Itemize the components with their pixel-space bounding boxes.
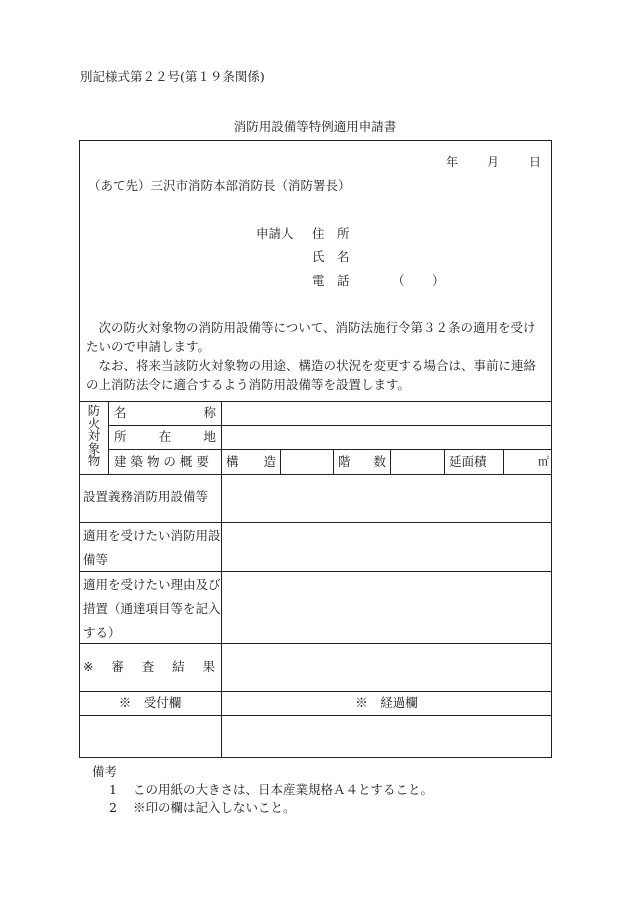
apply-equipment-label: 適用を受けたい消防用設備等 [83, 528, 221, 567]
applicant-phone-label: 電 話 [312, 273, 350, 288]
note-1-number: 1 [109, 782, 117, 797]
request-paragraph: 次の防火対象物の消防用設備等について、消防法施行令第３２条の適用を受けたいので申請します。 [86, 320, 536, 354]
floor-area-label: 延面積 [449, 454, 487, 469]
floors-label: 階 数 [338, 454, 386, 469]
date-year: 年 [446, 155, 459, 169]
applicant-label: 申請人 [256, 226, 294, 241]
document-title: 消防用設備等特例適用申請書 [233, 119, 397, 134]
rule-floors-label [333, 449, 334, 474]
rule-building-row [79, 474, 552, 475]
date-month: 月 [487, 155, 500, 169]
building-summary-label: 建 築 物 の 概 要 [114, 454, 209, 469]
applicant-name-label: 氏 名 [312, 249, 350, 264]
undertaking-paragraph: なお、将来当該防火対象物の用途、構造の状況を変更する場合は、事前に連絡の上消防法令に適合するよう消防用設備等を設置します。 [86, 358, 537, 392]
rule-floors-value [390, 449, 391, 474]
rule-area-value [503, 449, 504, 474]
date-day: 日 [529, 155, 542, 169]
reception-column-header: ※ 受付欄 [118, 695, 182, 710]
rule-structure-value [280, 449, 281, 474]
rule-required-row [79, 522, 552, 523]
reason-label: 適用を受けたい理由及び措置（通達項目等を記入する） [83, 577, 221, 640]
note-1-text: この用紙の大きさは、日本産業規格Ａ４とすること。 [133, 782, 434, 797]
rule-group-column [108, 401, 109, 474]
rule-review-row [79, 691, 552, 692]
rule-stamp-header-row [79, 715, 552, 716]
phone-paren-close: ） [432, 273, 445, 288]
area-unit: ㎡ [538, 455, 549, 468]
phone-paren-open: （ [392, 273, 405, 288]
applicant-address-label: 住 所 [312, 226, 350, 241]
note-2-text: ※印の欄は記入しないこと。 [133, 800, 296, 815]
notes-heading: 備考 [92, 764, 118, 779]
addressee: （あて先）三沢市消防本部消防長（消防署長） [88, 178, 351, 193]
location-label: 所 在 地 [114, 429, 216, 444]
progress-column-header: ※ 経過欄 [355, 695, 418, 710]
rule-location-row [108, 449, 552, 450]
table-top-rule [79, 401, 552, 402]
name-label: 名 称 [114, 405, 216, 420]
structure-label: 構 造 [226, 454, 276, 469]
rule-area-label [444, 449, 445, 474]
note-2-number: 2 [109, 800, 117, 815]
review-result-label: ※ 審 査 結 果 [83, 659, 215, 674]
form-identifier: 別記様式第２２号(第１９条関係) [80, 69, 265, 84]
rule-name-row [108, 425, 552, 426]
required-equipment-label: 設置義務消防用設備等 [83, 489, 209, 504]
fire-object-group-label: 防火対象物 [87, 403, 101, 468]
